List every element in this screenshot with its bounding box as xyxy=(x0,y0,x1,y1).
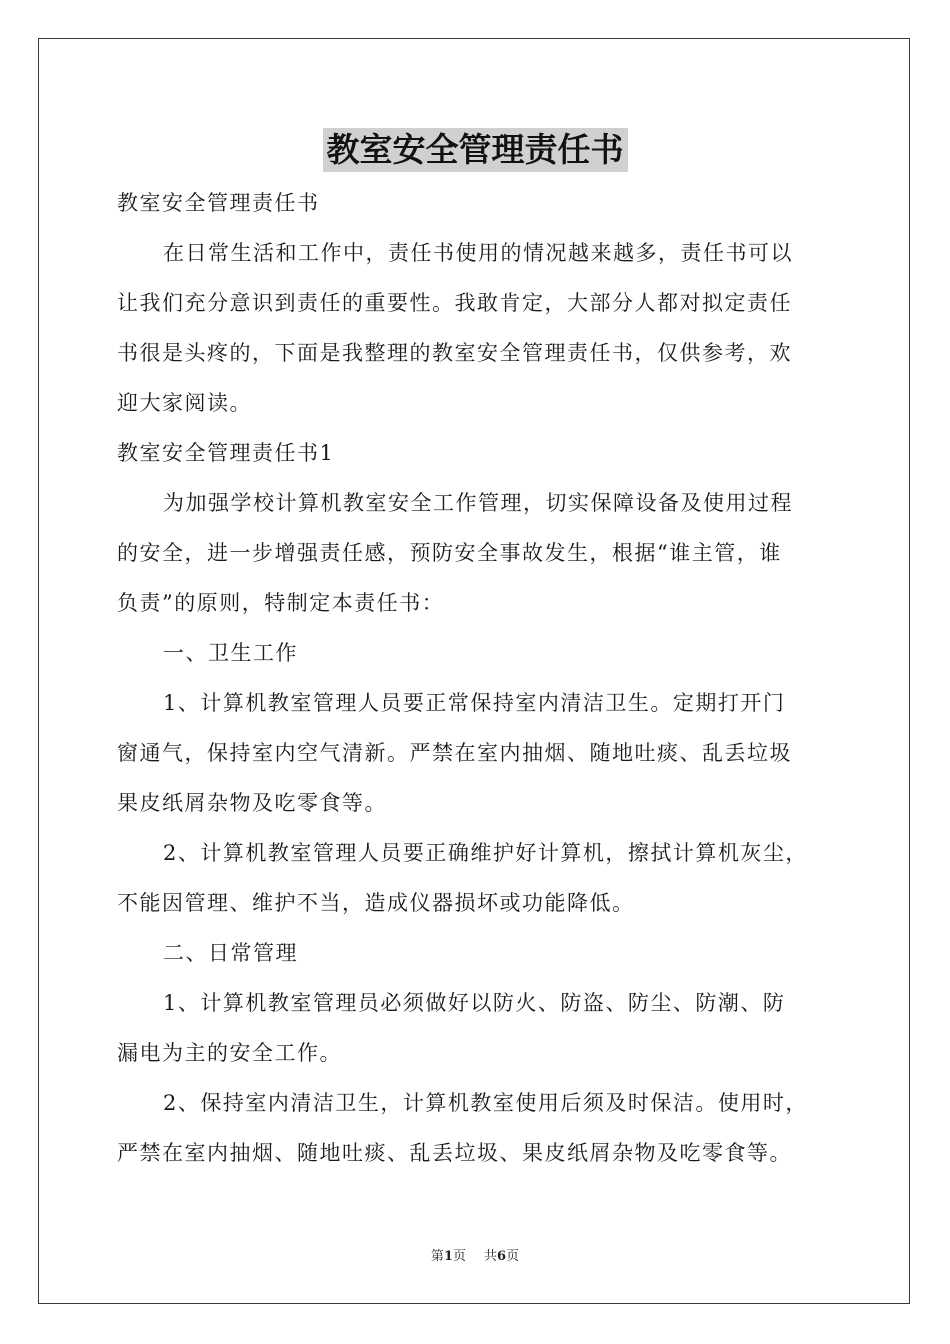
text-line: 2、保持室内清洁卫生，计算机教室使用后须及时保洁。使用时， xyxy=(163,1091,808,1115)
page-prefix: 第 xyxy=(430,1249,444,1264)
text-line: 为加强学校计算机教室安全工作管理，切实保障设备及使用过程 xyxy=(163,491,793,515)
text-line: 1、计算机教室管理员必须做好以防火、防盗、防尘、防潮、防 xyxy=(163,991,786,1015)
page-number: 1 xyxy=(443,1249,453,1264)
text-line: 在日常生活和工作中，责任书使用的情况越来越多，责任书可以 xyxy=(163,241,793,265)
text-line: 的安全，进一步增强责任感，预防安全事故发生，根据“谁主管，谁 xyxy=(117,541,782,565)
page-footer xyxy=(0,1245,950,1264)
text-line: 一、卫生工作 xyxy=(163,641,298,665)
total-prefix: 共 xyxy=(484,1249,498,1264)
text-line: 教室安全管理责任书1 xyxy=(117,441,335,465)
text-line: 让我们充分意识到责任的重要性。我敢肯定，大部分人都对拟定责任 xyxy=(117,291,792,315)
text-line: 窗通气，保持室内空气清新。严禁在室内抽烟、随地吐痰、乱丢垃圾 xyxy=(117,741,792,765)
total-pages: 6 xyxy=(497,1249,507,1264)
document-title: 教室安全管理责任书 xyxy=(323,128,628,172)
text-line: 果皮纸屑杂物及吃零食等。 xyxy=(117,791,387,815)
text-line: 不能因管理、维护不当，造成仪器损坏或功能降低。 xyxy=(117,891,635,915)
text-line: 1、计算机教室管理人员要正常保持室内清洁卫生。定期打开门 xyxy=(163,691,786,715)
text-line: 书很是头疼的，下面是我整理的教室安全管理责任书，仅供参考，欢 xyxy=(117,341,792,365)
text-line: 迎大家阅读。 xyxy=(117,391,252,415)
text-line: 2、计算机教室管理人员要正确维护好计算机，擦拭计算机灰尘， xyxy=(163,841,808,865)
text-line: 教室安全管理责任书 xyxy=(117,191,320,215)
text-line: 严禁在室内抽烟、随地吐痰、乱丢垃圾、果皮纸屑杂物及吃零食等。 xyxy=(117,1141,792,1165)
page-suffix: 页 xyxy=(452,1249,466,1264)
text-line: 漏电为主的安全工作。 xyxy=(117,1041,342,1065)
total-suffix: 页 xyxy=(506,1249,520,1264)
text-line: 二、日常管理 xyxy=(163,941,298,965)
document-body xyxy=(117,178,833,1178)
title-container xyxy=(0,128,950,172)
text-line: 负责”的原则，特制定本责任书： xyxy=(117,591,445,615)
